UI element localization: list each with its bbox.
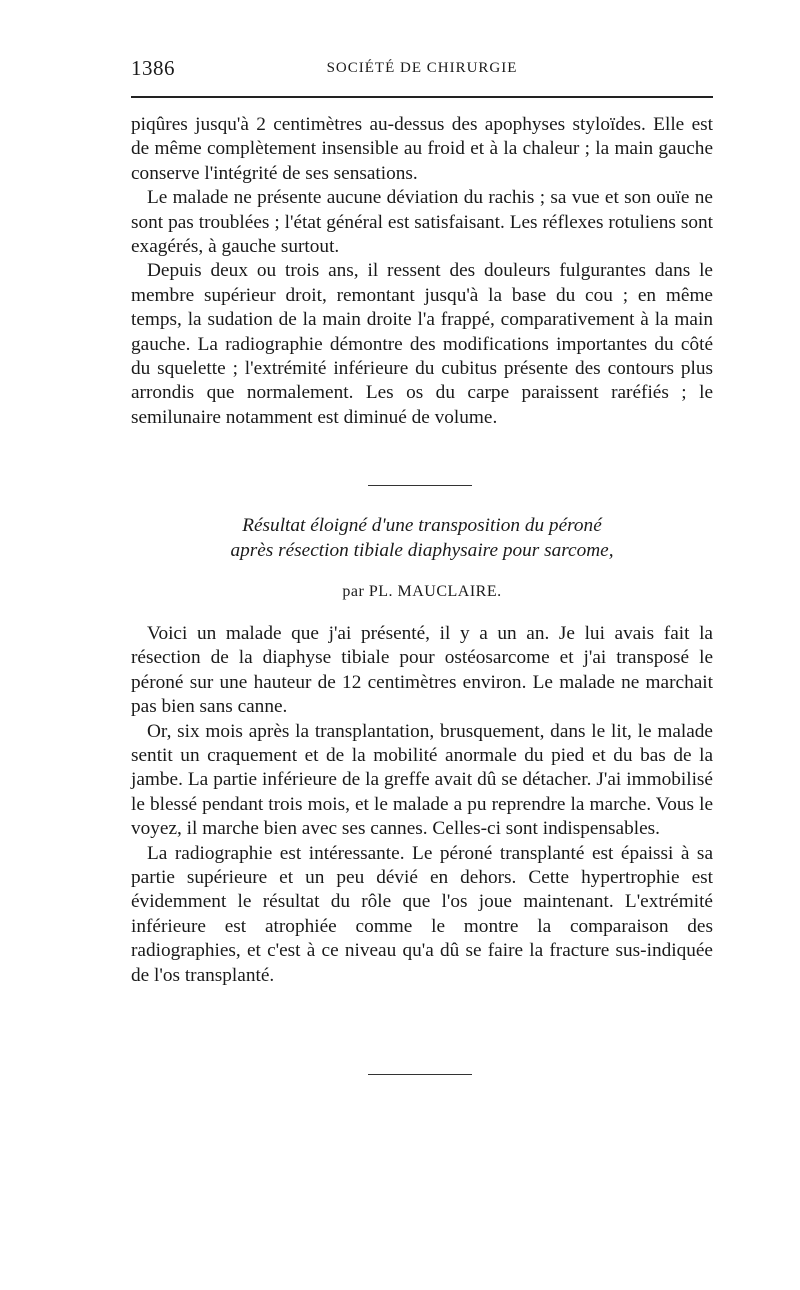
paragraph: Le malade ne présente aucune déviation du rachis ; sa vue et son ouïe ne sont pas troublées ; l'état général est satisfaisant. Les réflexes rotuliens sont exagérés, à gauche surtout. (131, 187, 713, 258)
section-separator (368, 1074, 472, 1075)
article-title (131, 513, 713, 563)
journal-title: SOCIÉTÉ DE CHIRURGIE (326, 60, 518, 76)
page-number: 1386 (131, 56, 175, 80)
article-title-line: Résultat éloigné d'une transposition du péroné (242, 515, 602, 536)
previous-article-body (131, 113, 713, 430)
paragraph: Or, six mois après la transplantation, brusquement, dans le lit, le malade sentit un craquement et de la mobilité anormale du pied et du bas de la jambe. La partie inférieure de la greffe avait dû se détacher. J'ai immobilisé le blessé pendant trois mois, et le malade a pu reprendre la marche. Vous le voyez, il marche bien avec ses cannes. Celles-ci sont indispensables. (131, 720, 713, 840)
section-separator (368, 485, 472, 486)
paragraph: La radiographie est intéressante. Le péroné transplanté est épaissi à sa partie supérieure et un peu dévié en dehors. Cette hypertrophie est évidemment le résultat du rôle que l'os joue maintenant. L'extrémité inférieure est atrophiée comme le montre la comparaison des radiographies, et c'est à ce niveau qu'a dû se faire la fracture sus-indiquée de l'os transplanté. (131, 842, 713, 986)
article-body (131, 622, 713, 988)
header-rule (131, 96, 713, 98)
article-byline: par PL. MAUCLAIRE. (342, 583, 502, 600)
paragraph: Voici un malade que j'ai présenté, il y a un an. Je lui avais fait la résection de la diaphyse tibiale pour ostéosarcome et j'ai transposé le péroné sur une hauteur de 12 centimètres environ. Le malade ne marchait pas bien sans canne. (131, 623, 713, 718)
paragraph: Depuis deux ou trois ans, il ressent des douleurs fulgurantes dans le membre supérieur droit, remontant jusqu'à la base du cou ; en même temps, la sudation de la main droite l'a frappé, comparativement à la main gauche. La radiographie démontre des modifications importantes du côté du squelette ; l'extrémité inférieure du cubitus présente des contours plus arrondis que normalement. Les os du carpe paraissent raréfiés ; le semilunaire notamment est diminué de volume. (131, 260, 713, 428)
article-title-line: après résection tibiale diaphysaire pour sarcome, (230, 540, 614, 561)
running-head (131, 56, 713, 86)
paragraph: piqûres jusqu'à 2 centimètres au-dessus des apophyses styloïdes. Elle est de même complètement insensible au froid et à la chaleur ; la main gauche conserve l'intégrité de ses sensations. (131, 114, 713, 184)
